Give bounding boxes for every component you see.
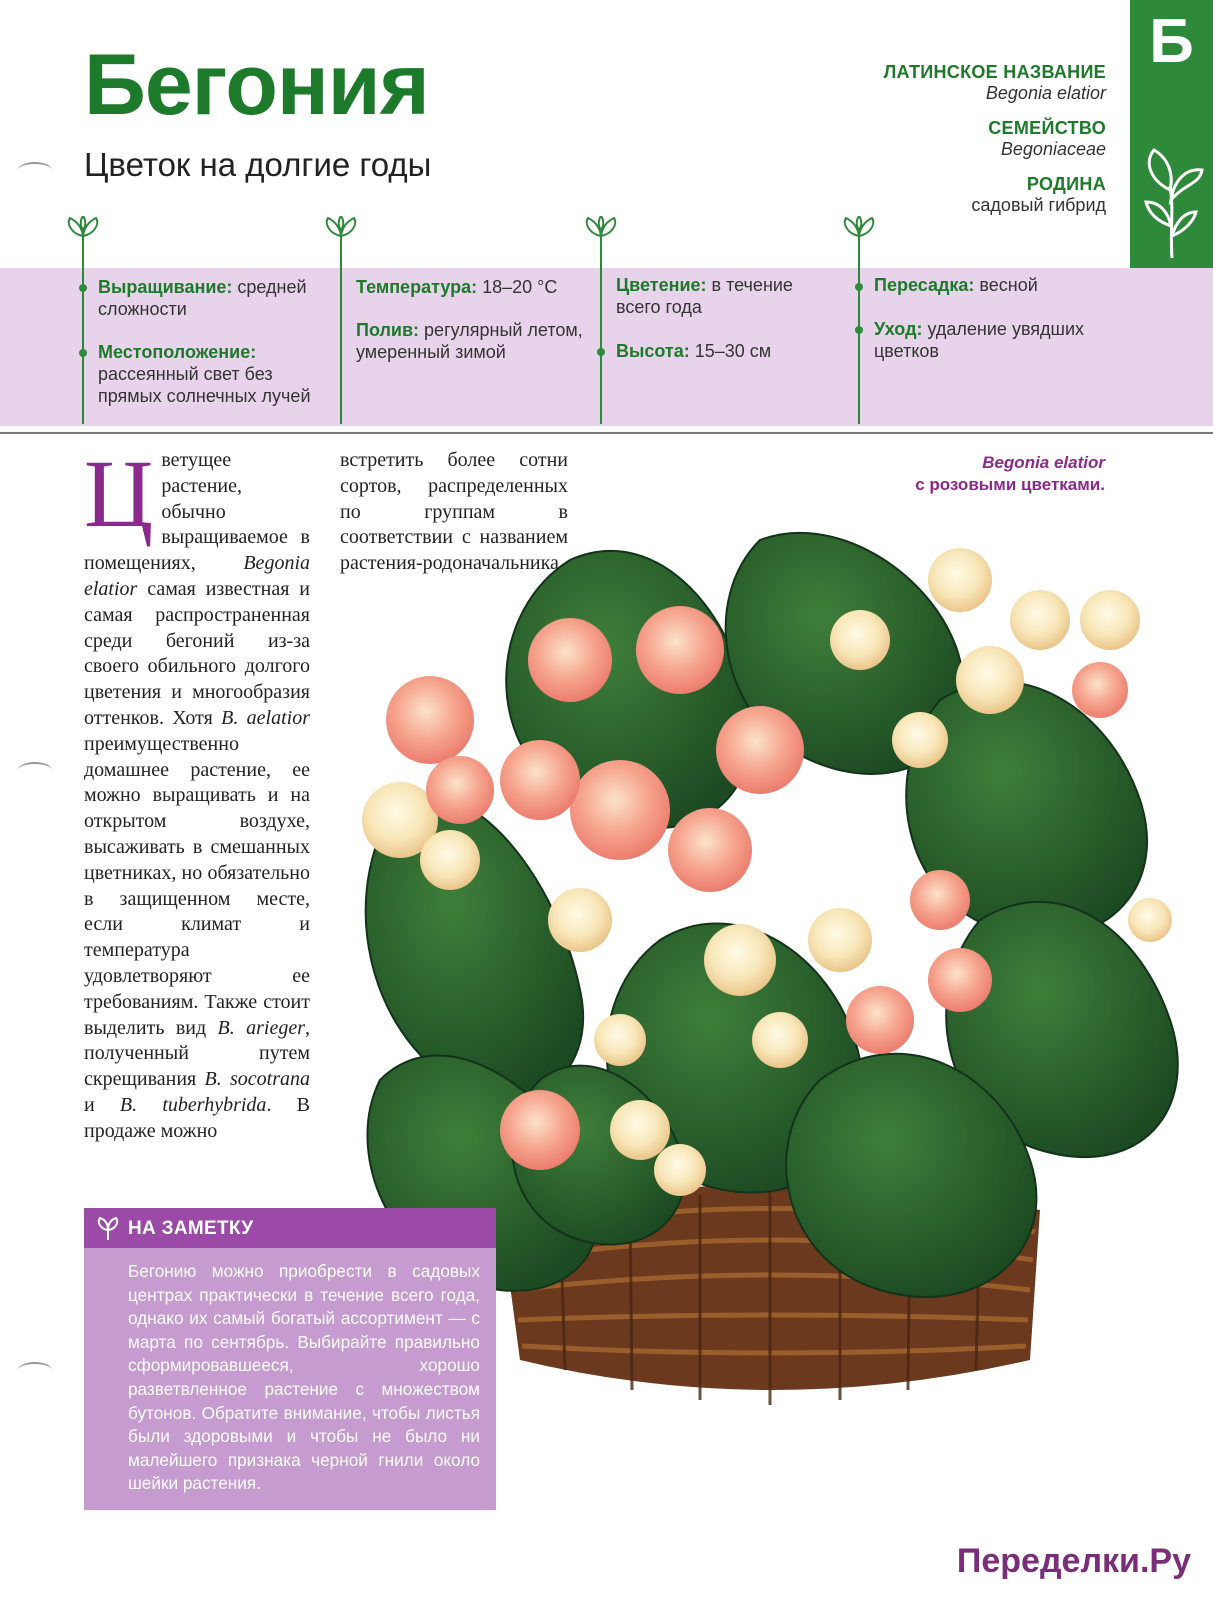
plant-meta bbox=[746, 62, 1106, 230]
info-height: Высота: 15–30 см bbox=[616, 341, 772, 361]
binder-hole bbox=[18, 162, 52, 178]
stem-line bbox=[340, 238, 342, 424]
sprout-icon bbox=[1140, 140, 1204, 260]
info-column-2 bbox=[328, 268, 588, 426]
info-column-4 bbox=[846, 268, 1116, 426]
article-column-2: встретить более сотни сортов, распределенных по группам в соответствии с названием растения-родоначальника. bbox=[340, 449, 568, 575]
stem-line bbox=[600, 238, 602, 424]
latin-name-value: Begonia elatior bbox=[985, 83, 1106, 103]
origin-label: РОДИНА bbox=[1026, 174, 1106, 194]
info-transplant: Пересадка: весной bbox=[874, 275, 1038, 295]
photo-caption: Begonia elatior с розовыми цветками. bbox=[915, 453, 1105, 494]
binder-hole bbox=[18, 1362, 52, 1378]
stem-line bbox=[82, 238, 84, 424]
note-text: Бегонию можно приобрести в садовых центрах практически в течение всего года, однако их самый богатый ассортимент — с марта по сентябрь. Выбирайте правильно сформировавшееся, хорошо разветвленное растение с множеством бутонов. Обратите внимание, чтобы листья были здоровыми и чтобы не было ни малейшего признака черной гнили около шейки растения. bbox=[128, 1261, 480, 1494]
divider-line bbox=[0, 432, 1213, 434]
page-title: Бегония bbox=[84, 37, 429, 133]
info-location: Местоположение: рассеянный свет без прямых солнечных лучей bbox=[98, 342, 311, 406]
family-value: Begoniaceae bbox=[1000, 139, 1106, 159]
page-subtitle: Цветок на долгие годы bbox=[84, 146, 432, 183]
sprout-icon bbox=[582, 216, 620, 252]
note-title: НА ЗАМЕТКУ bbox=[128, 1218, 254, 1239]
bullet-dot bbox=[855, 283, 863, 291]
article-column-1: Цветущее растение, обычно выращиваемое в помещениях, Begonia elatior самая известная и самая распространенная среди бегоний из-за своего обильного долгого цветения и многообразия оттенков. Хотя B. aelatior преимущественно домашнее растение, ее можно выращивать и на открытом воздухе, высаживать в смешанных цветниках, но обязательно в защищенном месте, если климат и температура удовлетворяют ее требованиям. Также стоит выделить вид B. arieger, полученный путем скрещивания B. socotrana и B. tuberhybrida. В продаже можно bbox=[84, 440, 311, 1142]
bullet-dot bbox=[79, 284, 87, 292]
info-column-1 bbox=[70, 268, 330, 426]
sprout-icon bbox=[322, 216, 360, 252]
note-header bbox=[84, 1208, 496, 1248]
bullet-dot bbox=[79, 349, 87, 357]
origin-value: садовый гибрид bbox=[971, 195, 1106, 215]
info-column-3 bbox=[588, 268, 848, 426]
info-temperature: Температура: 18–20 °С bbox=[356, 277, 558, 297]
sprout-icon bbox=[64, 216, 102, 252]
info-watering: Полив: регулярный летом, умеренный зимой bbox=[356, 320, 583, 362]
binder-hole bbox=[18, 762, 52, 778]
info-band bbox=[0, 268, 1213, 426]
latin-name-label: ЛАТИНСКОЕ НАЗВАНИЕ bbox=[883, 62, 1106, 82]
sprout-icon bbox=[96, 1216, 120, 1240]
drop-cap: Ц bbox=[84, 440, 154, 547]
bullet-dot bbox=[597, 348, 605, 356]
site-watermark: Переделки.Ру bbox=[956, 1542, 1191, 1580]
info-flowering: Цветение: в течение всего года bbox=[616, 275, 793, 317]
info-growing: Выращивание: средней сложности bbox=[98, 277, 307, 319]
section-letter-tab bbox=[1130, 0, 1213, 268]
note-box bbox=[84, 1208, 496, 1510]
section-letter: Б bbox=[1149, 7, 1194, 76]
leaves bbox=[366, 533, 1178, 1297]
family-label: СЕМЕЙСТВО bbox=[988, 118, 1106, 138]
sprout-icon bbox=[840, 216, 878, 252]
bullet-dot bbox=[855, 326, 863, 334]
info-care: Уход: удаление увядших цветков bbox=[874, 319, 1085, 361]
